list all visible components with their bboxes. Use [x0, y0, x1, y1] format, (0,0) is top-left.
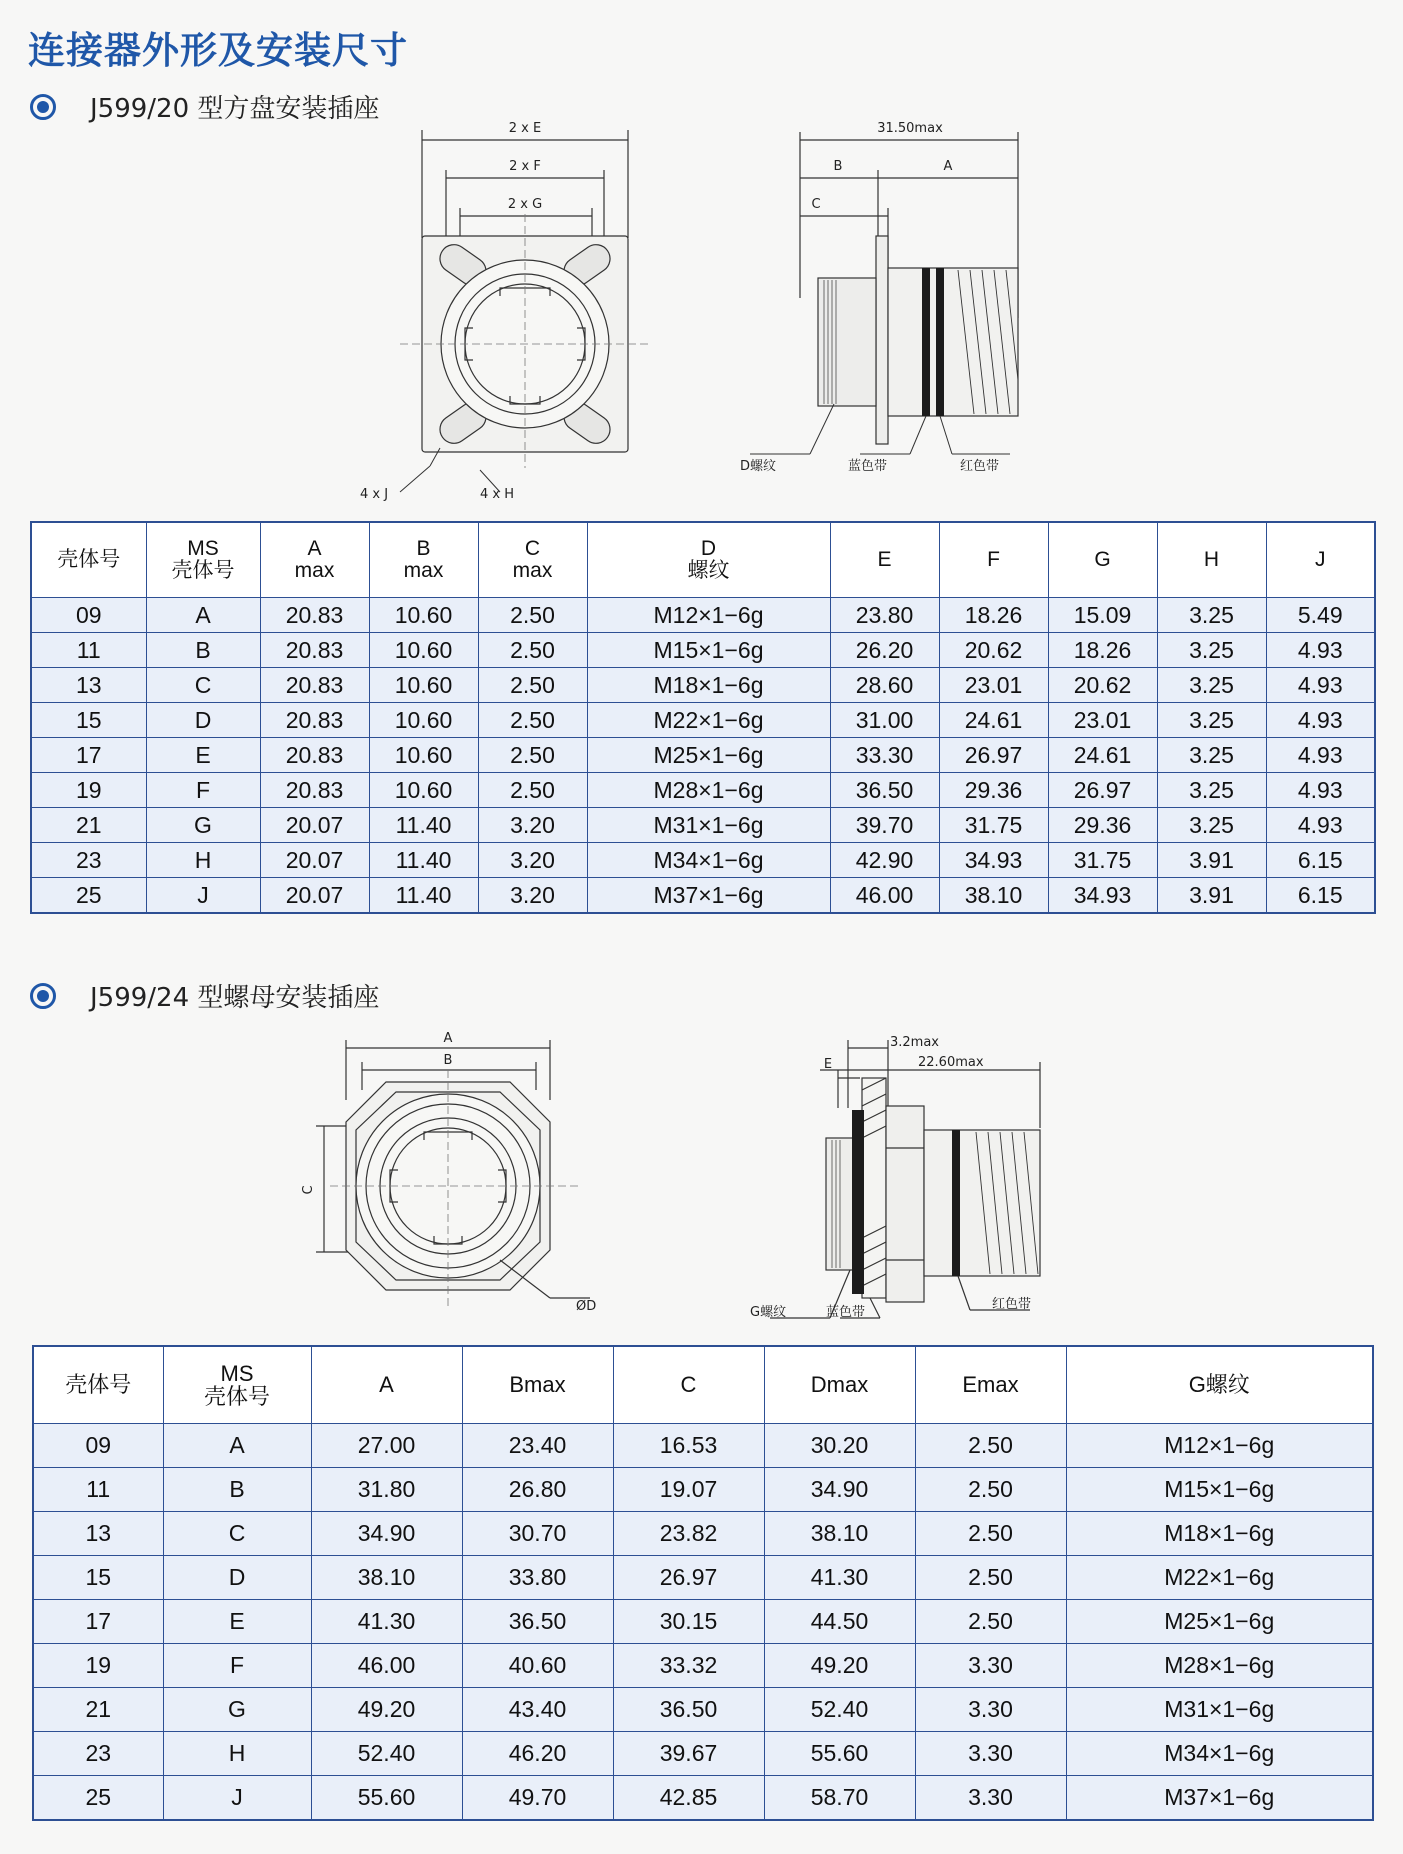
table-cell: 34.90 [764, 1468, 915, 1512]
table-cell: 34.93 [939, 843, 1048, 878]
table-cell: 20.07 [260, 878, 369, 914]
table-cell: 17 [33, 1600, 163, 1644]
table-cell: 20.83 [260, 598, 369, 633]
column-header: G螺纹 [1066, 1346, 1373, 1424]
table-cell: 44.50 [764, 1600, 915, 1644]
table-cell: 18.26 [939, 598, 1048, 633]
table-cell: 15 [33, 1556, 163, 1600]
table-cell: M34×1−6g [587, 843, 830, 878]
table-cell: 26.80 [462, 1468, 613, 1512]
table-cell: 10.60 [369, 668, 478, 703]
column-header: D 螺纹 [587, 522, 830, 598]
table-cell: 13 [33, 1512, 163, 1556]
table-cell: 3.30 [915, 1644, 1066, 1688]
table-cell: 20.07 [260, 843, 369, 878]
dim-2g-label: 2 x G [507, 197, 543, 212]
red-band-label: 红色带 [960, 459, 1000, 474]
table-cell: 23.80 [830, 598, 939, 633]
table-cell: 46.20 [462, 1732, 613, 1776]
d-thread-label: D螺纹 [740, 459, 777, 474]
table-row [33, 1732, 1373, 1776]
table-cell: 09 [33, 1424, 163, 1468]
section-title-text: J599/24 型螺母安装插座 [90, 983, 380, 1013]
blue-band-label: 蓝色带 [848, 459, 888, 474]
column-header: C [613, 1346, 764, 1424]
column-header: Bmax [462, 1346, 613, 1424]
table-cell: M18×1−6g [1066, 1512, 1373, 1556]
table-row [31, 633, 1375, 668]
table-row [33, 1512, 1373, 1556]
j599-20-dimension-table [30, 521, 1376, 914]
table-cell: 2.50 [478, 668, 587, 703]
table-cell: 16.53 [613, 1424, 764, 1468]
table-cell: 34.93 [1048, 878, 1157, 914]
table-cell: 40.60 [462, 1644, 613, 1688]
table-cell: 2.50 [478, 598, 587, 633]
table-cell: M22×1−6g [587, 703, 830, 738]
table-cell: 33.80 [462, 1556, 613, 1600]
table-cell: 2.50 [478, 703, 587, 738]
section-title-text: J599/20 型方盘安装插座 [90, 94, 380, 124]
table-cell: 3.30 [915, 1688, 1066, 1732]
table-cell: M31×1−6g [587, 808, 830, 843]
table-cell: D [146, 703, 260, 738]
red-band-mark [936, 268, 944, 416]
table-cell: 31.00 [830, 703, 939, 738]
table-cell: 27.00 [311, 1424, 462, 1468]
table-cell: 23 [31, 843, 146, 878]
table-cell: 26.20 [830, 633, 939, 668]
table-cell: 21 [33, 1688, 163, 1732]
column-header: A [311, 1346, 462, 1424]
dim-4j-label: 4 x J [360, 487, 389, 502]
jam-nut-front-view [300, 1030, 610, 1320]
table-cell: F [146, 773, 260, 808]
table-cell: 29.36 [939, 773, 1048, 808]
dim-d-label: ØD [576, 1299, 597, 1314]
table-cell: 33.30 [830, 738, 939, 773]
column-header: B max [369, 522, 478, 598]
column-header: C max [478, 522, 587, 598]
dim-4h-label: 4 x H [480, 487, 515, 502]
table-cell: M28×1−6g [1066, 1644, 1373, 1688]
table-row [31, 703, 1375, 738]
table-cell: 30.70 [462, 1512, 613, 1556]
table-cell: 2.50 [915, 1468, 1066, 1512]
table-cell: 11.40 [369, 843, 478, 878]
table-cell: 20.62 [1048, 668, 1157, 703]
table-cell: 36.50 [613, 1688, 764, 1732]
table-row [33, 1688, 1373, 1732]
table-row [31, 668, 1375, 703]
table-cell: 20.83 [260, 668, 369, 703]
table-cell: M34×1−6g [1066, 1732, 1373, 1776]
table-cell: 20.83 [260, 738, 369, 773]
table-cell: 6.15 [1266, 843, 1375, 878]
table-cell: 55.60 [764, 1732, 915, 1776]
square-flange-front-view [360, 118, 660, 503]
table-cell: 23.01 [1048, 703, 1157, 738]
table-cell: 21 [31, 808, 146, 843]
column-header: MS 壳体号 [146, 522, 260, 598]
table-cell: 3.25 [1157, 738, 1266, 773]
table-cell: 4.93 [1266, 808, 1375, 843]
column-header: MS 壳体号 [163, 1346, 311, 1424]
table-row [31, 878, 1375, 914]
table-cell: 5.49 [1266, 598, 1375, 633]
table-cell: 11.40 [369, 808, 478, 843]
table-cell: 2.50 [478, 633, 587, 668]
table-cell: M28×1−6g [587, 773, 830, 808]
table-cell: 41.30 [311, 1600, 462, 1644]
table-cell: 23 [33, 1732, 163, 1776]
table-cell: 10.60 [369, 738, 478, 773]
column-header: J [1266, 522, 1375, 598]
table-cell: 31.75 [1048, 843, 1157, 878]
table-row [31, 598, 1375, 633]
table-cell: J [163, 1776, 311, 1821]
dim-b-label: B [443, 1053, 453, 1068]
table-cell: 3.91 [1157, 878, 1266, 914]
table-cell: M12×1−6g [1066, 1424, 1373, 1468]
table-cell: 38.10 [311, 1556, 462, 1600]
column-header: Dmax [764, 1346, 915, 1424]
table-cell: 13 [31, 668, 146, 703]
table-cell: B [146, 633, 260, 668]
table-row [31, 843, 1375, 878]
table-row [33, 1468, 1373, 1512]
column-header: 壳体号 [33, 1346, 163, 1424]
table-cell: 49.70 [462, 1776, 613, 1821]
table-cell: 39.70 [830, 808, 939, 843]
table-cell: 4.93 [1266, 738, 1375, 773]
table-cell: 10.60 [369, 773, 478, 808]
table-cell: M31×1−6g [1066, 1688, 1373, 1732]
table-cell: 20.83 [260, 703, 369, 738]
table-cell: 24.61 [1048, 738, 1157, 773]
table-cell: 2.50 [478, 738, 587, 773]
table-cell: 18.26 [1048, 633, 1157, 668]
table-cell: M15×1−6g [1066, 1468, 1373, 1512]
table-cell: 23.82 [613, 1512, 764, 1556]
table-row [31, 808, 1375, 843]
table-cell: 20.07 [260, 808, 369, 843]
table-cell: 3.91 [1157, 843, 1266, 878]
table-cell: 39.67 [613, 1732, 764, 1776]
table-cell: 3.20 [478, 808, 587, 843]
table-cell: 19.07 [613, 1468, 764, 1512]
table-cell: 10.60 [369, 633, 478, 668]
table-cell: 46.00 [830, 878, 939, 914]
table-cell: 6.15 [1266, 878, 1375, 914]
table-cell: H [146, 843, 260, 878]
table-cell: 17 [31, 738, 146, 773]
table-cell: 34.90 [311, 1512, 462, 1556]
table-cell: 2.50 [915, 1424, 1066, 1468]
dim-a-label: A [443, 1031, 453, 1046]
table-cell: 25 [31, 878, 146, 914]
table-cell: M22×1−6g [1066, 1556, 1373, 1600]
dim-b-label: B [833, 159, 843, 174]
red-band-mark [952, 1130, 960, 1276]
table-cell: 11 [33, 1468, 163, 1512]
table-cell: M18×1−6g [587, 668, 830, 703]
section-title-j599-24 [30, 977, 379, 1014]
dim-overall-label: 31.50max [877, 121, 943, 136]
table-cell: 3.25 [1157, 703, 1266, 738]
table-cell: 19 [33, 1644, 163, 1688]
table-cell: 4.93 [1266, 773, 1375, 808]
table-cell: 11 [31, 633, 146, 668]
table-row [33, 1644, 1373, 1688]
table-cell: 30.15 [613, 1600, 764, 1644]
table-cell: 52.40 [764, 1688, 915, 1732]
table-cell: 20.62 [939, 633, 1048, 668]
table-cell: 15.09 [1048, 598, 1157, 633]
table-cell: 36.50 [830, 773, 939, 808]
table-cell: E [146, 738, 260, 773]
table-cell: C [163, 1512, 311, 1556]
g-thread-label: G螺纹 [750, 1305, 787, 1320]
table-cell: 3.25 [1157, 598, 1266, 633]
table-cell: 11.40 [369, 878, 478, 914]
square-flange-side-view [730, 118, 1060, 490]
table-row [33, 1556, 1373, 1600]
table-header-row [33, 1346, 1373, 1424]
table-cell: M25×1−6g [587, 738, 830, 773]
table-cell: G [146, 808, 260, 843]
table-row [33, 1600, 1373, 1644]
table-cell: 52.40 [311, 1732, 462, 1776]
table-cell: 26.97 [939, 738, 1048, 773]
table-cell: 41.30 [764, 1556, 915, 1600]
dim-panel-label: 3.2max [890, 1035, 939, 1050]
table-cell: 10.60 [369, 703, 478, 738]
table-cell: 4.93 [1266, 703, 1375, 738]
table-cell: F [163, 1644, 311, 1688]
table-cell: 28.60 [830, 668, 939, 703]
table-cell: 29.36 [1048, 808, 1157, 843]
table-header-row [31, 522, 1375, 598]
table-cell: C [146, 668, 260, 703]
table-cell: A [163, 1424, 311, 1468]
table-cell: 15 [31, 703, 146, 738]
dim-a-label: A [943, 159, 953, 174]
table-cell: H [163, 1732, 311, 1776]
table-cell: 36.50 [462, 1600, 613, 1644]
table-cell: 55.60 [311, 1776, 462, 1821]
column-header: A max [260, 522, 369, 598]
table-cell: 2.50 [915, 1600, 1066, 1644]
column-header: E [830, 522, 939, 598]
table-cell: 3.20 [478, 843, 587, 878]
jam-nut-side-view [740, 1018, 1080, 1328]
table-cell: G [163, 1688, 311, 1732]
blue-band-label: 蓝色带 [826, 1305, 866, 1320]
column-header: F [939, 522, 1048, 598]
dim-e-label: E [823, 1057, 833, 1072]
table-cell: 2.50 [915, 1556, 1066, 1600]
table-cell: 38.10 [939, 878, 1048, 914]
dim-2e-label: 2 x E [508, 121, 542, 136]
section-title-j599-20 [30, 88, 379, 125]
table-cell: 20.83 [260, 633, 369, 668]
j599-24-dimension-table [32, 1345, 1374, 1821]
table-cell: 24.61 [939, 703, 1048, 738]
table-cell: 3.30 [915, 1776, 1066, 1821]
table-cell: M15×1−6g [587, 633, 830, 668]
table-cell: 3.30 [915, 1732, 1066, 1776]
page-title: 连接器外形及安装尺寸 [28, 29, 408, 72]
dim-2f-label: 2 x F [509, 159, 541, 174]
table-cell: 3.25 [1157, 668, 1266, 703]
table-cell: 26.97 [613, 1556, 764, 1600]
target-bullet-icon [30, 983, 56, 1009]
table-cell: M25×1−6g [1066, 1600, 1373, 1644]
table-cell: 31.80 [311, 1468, 462, 1512]
table-cell: M12×1−6g [587, 598, 830, 633]
blue-band-mark [852, 1110, 864, 1294]
table-row [33, 1424, 1373, 1468]
table-cell: 4.93 [1266, 668, 1375, 703]
table-cell: A [146, 598, 260, 633]
table-cell: 2.50 [915, 1512, 1066, 1556]
table-cell: 3.25 [1157, 633, 1266, 668]
column-header: Emax [915, 1346, 1066, 1424]
table-cell: J [146, 878, 260, 914]
table-cell: 3.25 [1157, 773, 1266, 808]
table-cell: 49.20 [311, 1688, 462, 1732]
dim-overall-label: 22.60max [918, 1055, 984, 1070]
dim-c-label: C [301, 1185, 316, 1195]
table-cell: 3.20 [478, 878, 587, 914]
table-row [31, 773, 1375, 808]
table-cell: 09 [31, 598, 146, 633]
table-cell: 33.32 [613, 1644, 764, 1688]
table-cell: 46.00 [311, 1644, 462, 1688]
table-cell: 23.40 [462, 1424, 613, 1468]
table-cell: M37×1−6g [587, 878, 830, 914]
table-cell: 31.75 [939, 808, 1048, 843]
blue-band-mark [922, 268, 930, 416]
table-cell: M37×1−6g [1066, 1776, 1373, 1821]
table-cell: 42.85 [613, 1776, 764, 1821]
column-header: H [1157, 522, 1266, 598]
column-header: G [1048, 522, 1157, 598]
table-cell: B [163, 1468, 311, 1512]
table-cell: 49.20 [764, 1644, 915, 1688]
column-header: 壳体号 [31, 522, 146, 598]
table-cell: 42.90 [830, 843, 939, 878]
target-bullet-icon [30, 94, 56, 120]
table-cell: 23.01 [939, 668, 1048, 703]
table-cell: 58.70 [764, 1776, 915, 1821]
table-row [31, 738, 1375, 773]
table-cell: 4.93 [1266, 633, 1375, 668]
table-cell: 19 [31, 773, 146, 808]
table-cell: 25 [33, 1776, 163, 1821]
red-band-label: 红色带 [992, 1297, 1032, 1312]
table-cell: 3.25 [1157, 808, 1266, 843]
table-cell: 30.20 [764, 1424, 915, 1468]
table-row [33, 1776, 1373, 1821]
table-cell: D [163, 1556, 311, 1600]
dim-c-label: C [811, 197, 821, 212]
table-cell: 20.83 [260, 773, 369, 808]
table-cell: 26.97 [1048, 773, 1157, 808]
table-cell: 10.60 [369, 598, 478, 633]
table-cell: 38.10 [764, 1512, 915, 1556]
table-cell: E [163, 1600, 311, 1644]
table-cell: 43.40 [462, 1688, 613, 1732]
table-cell: 2.50 [478, 773, 587, 808]
